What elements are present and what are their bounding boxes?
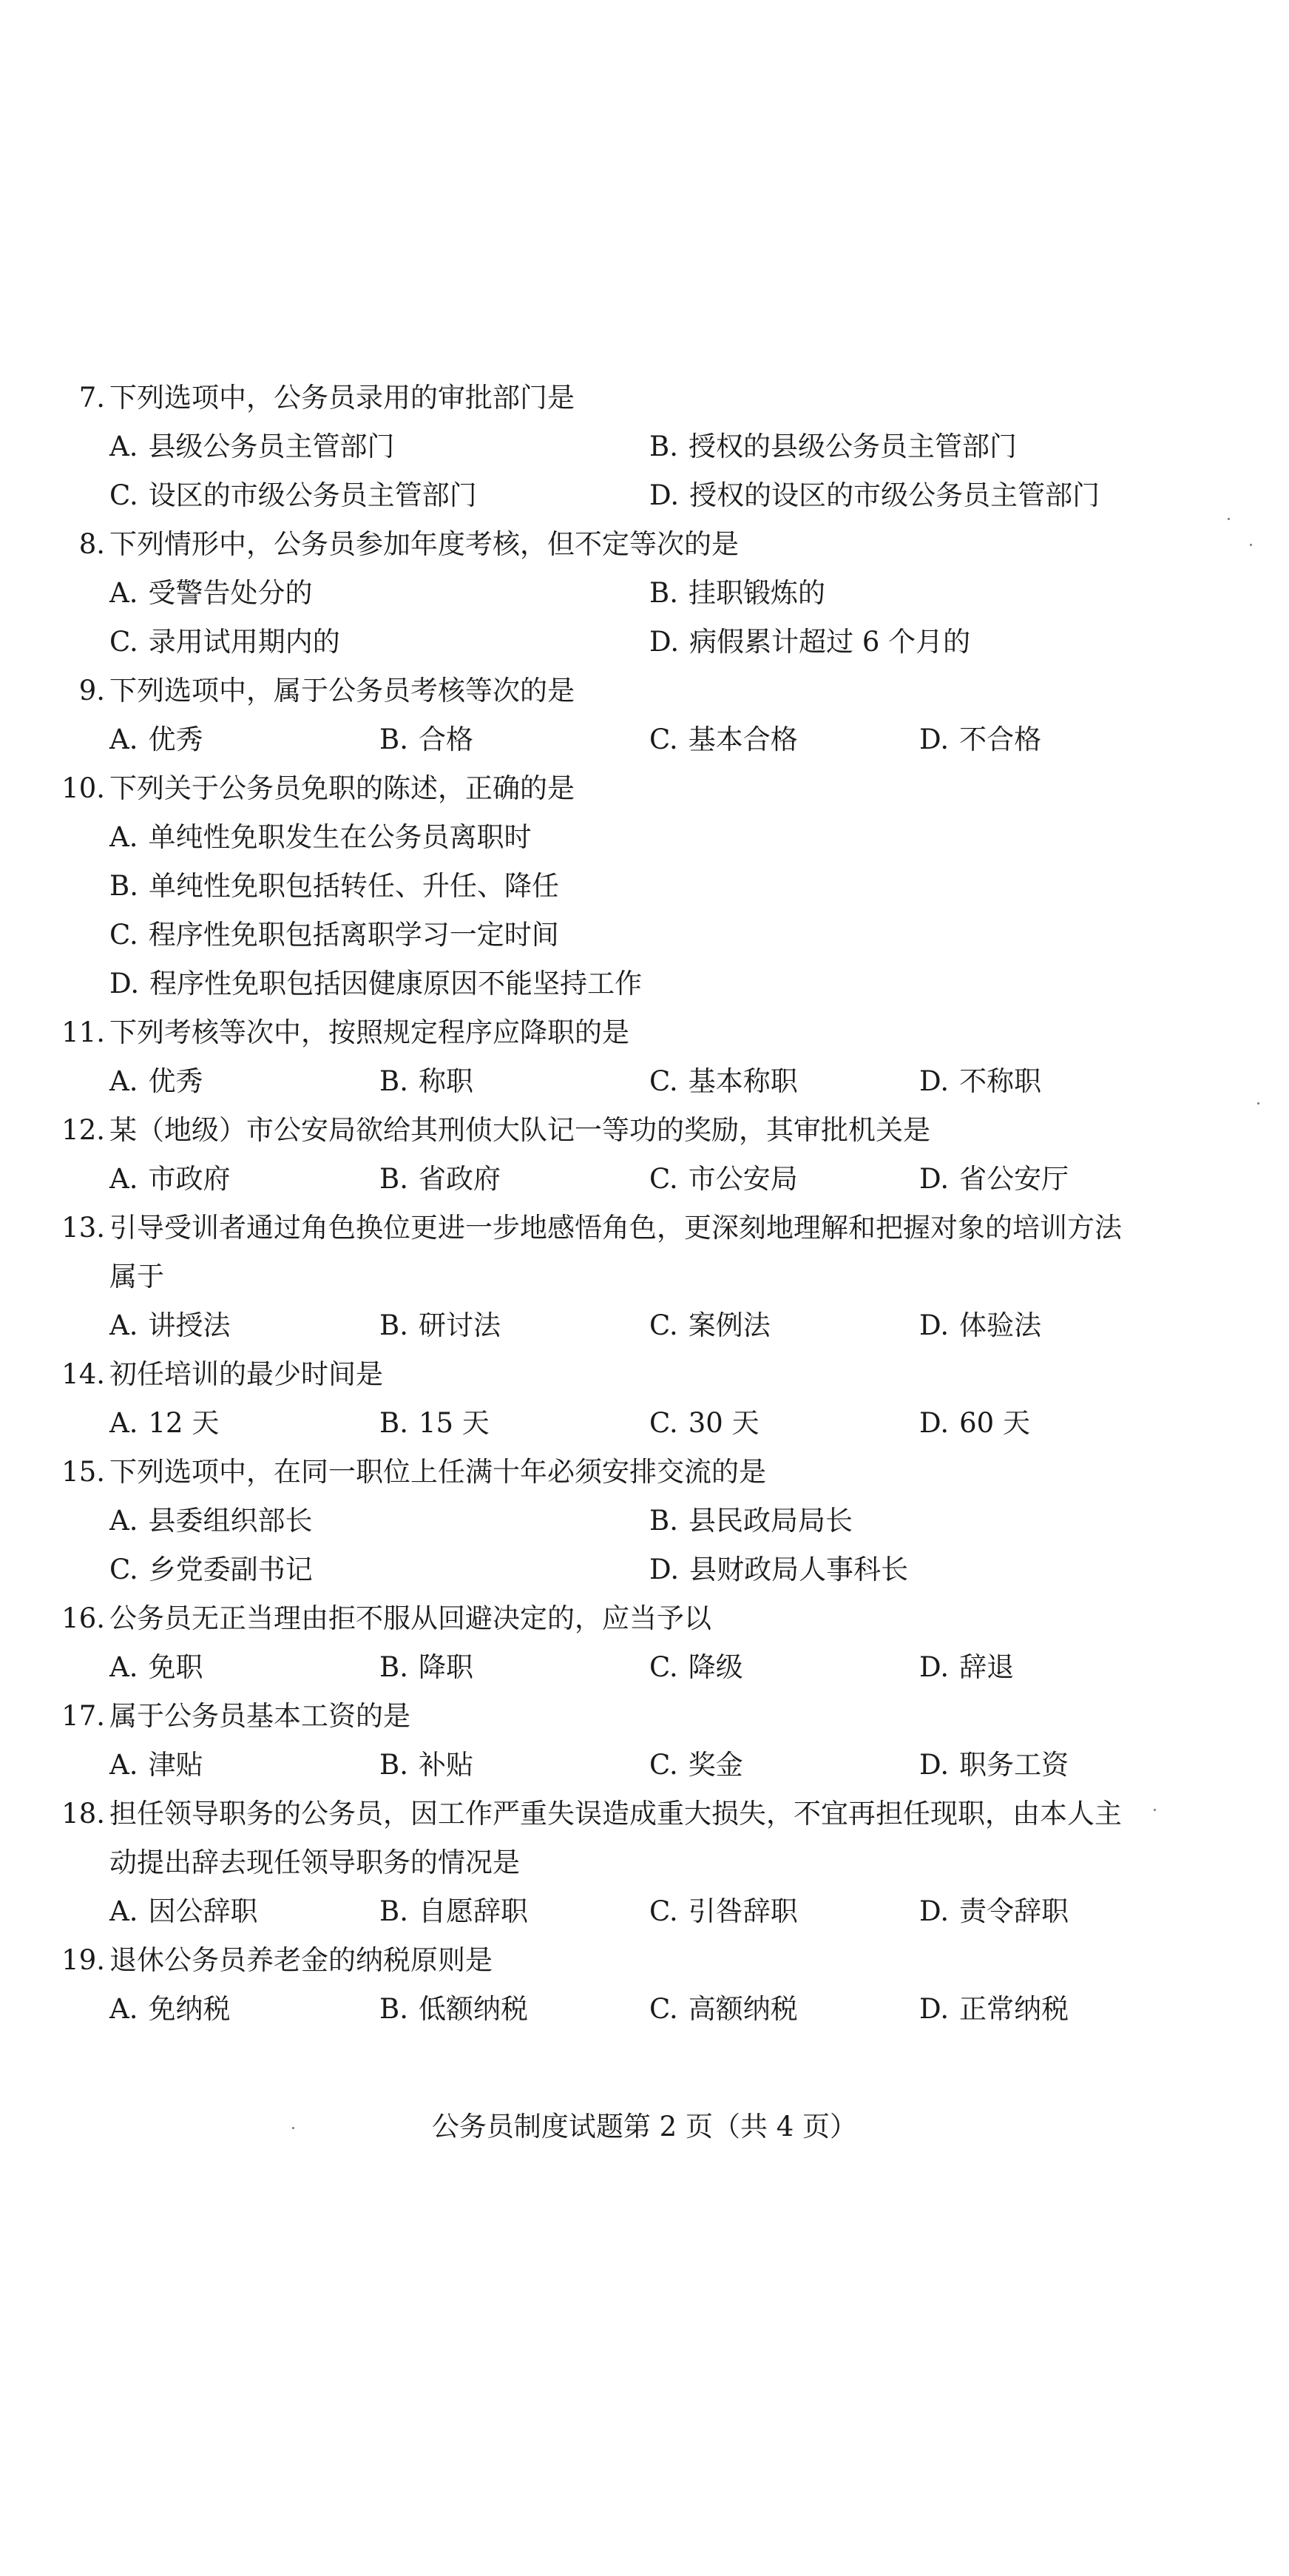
page-footer: 公务员制度试题第 2 页（共 4 页） bbox=[431, 2111, 858, 2142]
option-text: 奖金 bbox=[688, 1749, 743, 1781]
question-number: 17. bbox=[61, 1700, 105, 1732]
option-text: 市公安局 bbox=[688, 1163, 798, 1195]
option-a bbox=[109, 1497, 649, 1545]
option-letter: A. bbox=[109, 1407, 138, 1439]
option-list bbox=[52, 1155, 1235, 1204]
option-list bbox=[52, 1643, 1235, 1692]
option-list bbox=[52, 1399, 1235, 1448]
option-letter: C. bbox=[109, 919, 138, 951]
option-letter: D. bbox=[919, 1895, 950, 1927]
option-text: 病假累计超过 6 个月的 bbox=[689, 626, 971, 658]
option-c bbox=[109, 471, 649, 520]
option-text: 补贴 bbox=[418, 1749, 473, 1781]
option-letter: B. bbox=[379, 1895, 408, 1927]
question-15 bbox=[52, 1448, 1235, 1594]
question-text: 引导受训者通过角色换位更进一步地感悟角色，更深刻地理解和把握对象的培训方法 bbox=[109, 1212, 1122, 1244]
option-b bbox=[379, 1301, 649, 1350]
question-7 bbox=[52, 374, 1235, 520]
question-stem bbox=[52, 1350, 1235, 1399]
option-letter: B. bbox=[379, 1407, 408, 1439]
option-letter: B. bbox=[649, 431, 678, 462]
option-d bbox=[649, 1545, 1189, 1594]
option-text: 体验法 bbox=[959, 1309, 1042, 1341]
option-c bbox=[649, 1399, 919, 1448]
option-text: 单纯性免职发生在公务员离职时 bbox=[148, 821, 532, 853]
option-letter: D. bbox=[919, 1993, 950, 2025]
option-a bbox=[109, 715, 379, 764]
question-9 bbox=[52, 667, 1235, 764]
option-letter: C. bbox=[109, 626, 138, 658]
option-letter: B. bbox=[379, 1309, 408, 1341]
option-text: 县民政局局长 bbox=[688, 1505, 853, 1537]
option-text: 单纯性免职包括转任、升任、降任 bbox=[148, 870, 559, 902]
question-18 bbox=[52, 1790, 1235, 1936]
question-8 bbox=[52, 520, 1235, 667]
option-letter: A. bbox=[109, 1651, 138, 1683]
option-b bbox=[379, 1399, 649, 1448]
option-letter: A. bbox=[109, 724, 138, 755]
option-b bbox=[379, 1057, 649, 1106]
option-text: 受警告处分的 bbox=[148, 577, 313, 609]
option-d bbox=[919, 1155, 1189, 1204]
option-letter: C. bbox=[109, 479, 138, 511]
option-letter: D. bbox=[649, 479, 680, 511]
option-d bbox=[919, 1301, 1189, 1350]
option-letter: B. bbox=[379, 1651, 408, 1683]
option-letter: C. bbox=[649, 1993, 678, 2025]
question-text-continued: 属于 bbox=[109, 1261, 164, 1292]
question-list bbox=[52, 374, 1235, 2034]
option-a bbox=[109, 1301, 379, 1350]
option-list bbox=[52, 1301, 1235, 1350]
option-text: 30 天 bbox=[688, 1407, 759, 1439]
option-a bbox=[109, 569, 649, 618]
option-letter: B. bbox=[379, 1065, 408, 1097]
question-text: 下列选项中，属于公务员考核等次的是 bbox=[109, 675, 575, 707]
option-letter: D. bbox=[109, 968, 140, 999]
option-c bbox=[649, 1887, 919, 1936]
option-text: 15 天 bbox=[418, 1407, 490, 1439]
question-number: 16. bbox=[61, 1602, 105, 1634]
question-text: 下列考核等次中，按照规定程序应降职的是 bbox=[109, 1016, 629, 1048]
option-letter: A. bbox=[109, 1993, 138, 2025]
question-12 bbox=[52, 1106, 1235, 1204]
question-number: 12. bbox=[61, 1114, 105, 1146]
option-text: 12 天 bbox=[148, 1407, 220, 1439]
option-letter: D. bbox=[649, 1554, 680, 1585]
option-c bbox=[649, 1741, 919, 1790]
question-stem bbox=[52, 1936, 1235, 1985]
option-b bbox=[379, 1741, 649, 1790]
option-d bbox=[649, 618, 1189, 667]
option-letter: C. bbox=[649, 1749, 678, 1781]
option-b bbox=[379, 715, 649, 764]
option-a bbox=[109, 1741, 379, 1790]
option-letter: B. bbox=[649, 577, 678, 609]
option-text: 正常纳税 bbox=[959, 1993, 1069, 2025]
option-b bbox=[379, 1887, 649, 1936]
option-letter: B. bbox=[379, 724, 408, 755]
option-letter: A. bbox=[109, 577, 138, 609]
option-letter: C. bbox=[649, 1309, 678, 1341]
question-text: 下列选项中，在同一职位上任满十年必须安排交流的是 bbox=[109, 1456, 766, 1488]
question-text-continued: 动提出辞去现任领导职务的情况是 bbox=[109, 1847, 520, 1878]
option-letter: C. bbox=[649, 724, 678, 755]
question-number: 18. bbox=[61, 1798, 105, 1830]
option-text: 称职 bbox=[418, 1065, 473, 1097]
option-list bbox=[52, 1985, 1235, 2034]
option-letter: A. bbox=[109, 431, 138, 462]
option-a bbox=[109, 1887, 379, 1936]
option-a bbox=[109, 813, 1189, 862]
question-stem bbox=[52, 1008, 1235, 1057]
option-text: 自愿辞职 bbox=[418, 1895, 528, 1927]
question-text: 担任领导职务的公务员，因工作严重失误造成重大损失，不宜再担任现职，由本人主 bbox=[109, 1798, 1122, 1830]
option-letter: A. bbox=[109, 821, 138, 853]
option-b bbox=[379, 1985, 649, 2034]
option-text: 录用试用期内的 bbox=[148, 626, 340, 658]
question-stem bbox=[52, 1106, 1235, 1155]
option-a bbox=[109, 422, 649, 471]
option-letter: A. bbox=[109, 1309, 138, 1341]
option-text: 省政府 bbox=[418, 1163, 501, 1195]
option-letter: C. bbox=[649, 1065, 678, 1097]
question-number: 9. bbox=[78, 675, 105, 707]
question-16 bbox=[52, 1594, 1235, 1692]
option-d bbox=[109, 960, 1189, 1008]
option-d bbox=[919, 1741, 1189, 1790]
question-number: 8. bbox=[78, 528, 105, 560]
question-text: 公务员无正当理由拒不服从回避决定的，应当予以 bbox=[109, 1602, 711, 1634]
option-c bbox=[109, 1545, 649, 1594]
option-b bbox=[379, 1155, 649, 1204]
option-text: 市政府 bbox=[148, 1163, 231, 1195]
question-text: 退休公务员养老金的纳税原则是 bbox=[109, 1944, 493, 1976]
question-stem bbox=[52, 1790, 1235, 1838]
option-text: 设区的市级公务员主管部门 bbox=[148, 479, 477, 511]
option-list bbox=[52, 1497, 1235, 1594]
question-number: 15. bbox=[61, 1456, 105, 1488]
option-letter: C. bbox=[649, 1651, 678, 1683]
option-c bbox=[649, 1301, 919, 1350]
option-c bbox=[649, 1057, 919, 1106]
option-d bbox=[919, 1399, 1189, 1448]
option-text: 基本合格 bbox=[688, 724, 798, 755]
option-letter: A. bbox=[109, 1895, 138, 1927]
question-11 bbox=[52, 1008, 1235, 1106]
question-number: 19. bbox=[61, 1944, 105, 1976]
option-a bbox=[109, 1399, 379, 1448]
option-b bbox=[649, 569, 1189, 618]
option-b bbox=[649, 1497, 1189, 1545]
option-text: 县财政局人事科长 bbox=[689, 1554, 909, 1585]
option-b bbox=[379, 1643, 649, 1692]
option-letter: B. bbox=[649, 1505, 678, 1537]
question-text: 下列情形中，公务员参加年度考核，但不定等次的是 bbox=[109, 528, 739, 560]
question-text: 下列关于公务员免职的陈述，正确的是 bbox=[109, 772, 575, 804]
question-19 bbox=[52, 1936, 1235, 2034]
question-number: 13. bbox=[61, 1212, 105, 1244]
option-list bbox=[52, 422, 1235, 520]
option-text: 降职 bbox=[418, 1651, 473, 1683]
option-c bbox=[649, 715, 919, 764]
question-13 bbox=[52, 1204, 1235, 1350]
option-letter: C. bbox=[649, 1163, 678, 1195]
option-list bbox=[52, 569, 1235, 667]
option-text: 因公辞职 bbox=[148, 1895, 258, 1927]
question-text: 某（地级）市公安局欲给其刑侦大队记一等功的奖励，其审批机关是 bbox=[109, 1114, 930, 1146]
option-list bbox=[52, 813, 1235, 1008]
question-number: 14. bbox=[61, 1358, 105, 1390]
option-text: 免纳税 bbox=[148, 1993, 231, 2025]
option-letter: B. bbox=[109, 870, 138, 902]
option-letter: D. bbox=[919, 1309, 950, 1341]
option-letter: D. bbox=[919, 724, 950, 755]
option-letter: D. bbox=[919, 1749, 950, 1781]
option-letter: D. bbox=[919, 1163, 950, 1195]
option-d bbox=[919, 1643, 1189, 1692]
option-d bbox=[919, 1887, 1189, 1936]
option-text: 省公安厅 bbox=[959, 1163, 1069, 1195]
question-stem bbox=[52, 1692, 1235, 1741]
option-text: 程序性免职包括离职学习一定时间 bbox=[148, 919, 559, 951]
question-text: 属于公务员基本工资的是 bbox=[109, 1700, 410, 1732]
option-text: 优秀 bbox=[148, 1065, 203, 1097]
scan-speck bbox=[1250, 544, 1252, 546]
question-number: 10. bbox=[61, 772, 105, 804]
option-text: 讲授法 bbox=[148, 1309, 231, 1341]
option-c bbox=[649, 1155, 919, 1204]
option-text: 责令辞职 bbox=[959, 1895, 1069, 1927]
option-d bbox=[919, 1057, 1189, 1106]
option-d bbox=[649, 471, 1189, 520]
option-letter: D. bbox=[649, 626, 680, 658]
option-letter: B. bbox=[379, 1163, 408, 1195]
scan-speck bbox=[1228, 518, 1230, 520]
option-letter: A. bbox=[109, 1163, 138, 1195]
question-10 bbox=[52, 764, 1235, 1008]
option-text: 研讨法 bbox=[418, 1309, 501, 1341]
option-text: 不合格 bbox=[959, 724, 1042, 755]
option-text: 合格 bbox=[418, 724, 473, 755]
option-text: 程序性免职包括因健康原因不能坚持工作 bbox=[149, 968, 643, 999]
option-letter: A. bbox=[109, 1749, 138, 1781]
option-text: 优秀 bbox=[148, 724, 203, 755]
scan-speck bbox=[1257, 1102, 1259, 1105]
option-a bbox=[109, 1155, 379, 1204]
option-text: 案例法 bbox=[688, 1309, 771, 1341]
option-letter: D. bbox=[919, 1065, 950, 1097]
option-list bbox=[52, 1741, 1235, 1790]
question-stem bbox=[52, 1594, 1235, 1643]
option-b bbox=[649, 422, 1189, 471]
option-d bbox=[919, 1985, 1189, 2034]
option-c bbox=[109, 911, 1189, 960]
option-text: 引咎辞职 bbox=[688, 1895, 798, 1927]
option-text: 基本称职 bbox=[688, 1065, 798, 1097]
question-stem bbox=[52, 667, 1235, 715]
question-14 bbox=[52, 1350, 1235, 1448]
question-stem bbox=[52, 1204, 1235, 1252]
option-text: 授权的县级公务员主管部门 bbox=[688, 431, 1017, 462]
option-letter: A. bbox=[109, 1065, 138, 1097]
option-text: 津贴 bbox=[148, 1749, 203, 1781]
option-list bbox=[52, 1057, 1235, 1106]
option-text: 授权的设区的市级公务员主管部门 bbox=[689, 479, 1100, 511]
option-text: 60 天 bbox=[959, 1407, 1030, 1439]
option-letter: A. bbox=[109, 1505, 138, 1537]
question-17 bbox=[52, 1692, 1235, 1790]
option-letter: C. bbox=[109, 1554, 138, 1585]
option-text: 高额纳税 bbox=[688, 1993, 798, 2025]
option-list bbox=[52, 1887, 1235, 1936]
option-letter: B. bbox=[379, 1993, 408, 2025]
option-text: 辞退 bbox=[959, 1651, 1015, 1683]
option-text: 不称职 bbox=[959, 1065, 1042, 1097]
option-text: 县级公务员主管部门 bbox=[148, 431, 395, 462]
option-text: 低额纳税 bbox=[418, 1993, 528, 2025]
option-c bbox=[649, 1643, 919, 1692]
scan-speck bbox=[292, 2127, 294, 2129]
option-list bbox=[52, 715, 1235, 764]
option-text: 降级 bbox=[688, 1651, 743, 1683]
option-letter: B. bbox=[379, 1749, 408, 1781]
option-letter: C. bbox=[649, 1407, 678, 1439]
option-text: 县委组织部长 bbox=[148, 1505, 313, 1537]
option-text: 乡党委副书记 bbox=[148, 1554, 313, 1585]
question-stem bbox=[52, 374, 1235, 422]
option-text: 职务工资 bbox=[959, 1749, 1069, 1781]
question-number: 7. bbox=[78, 382, 105, 414]
option-text: 挂职锻炼的 bbox=[688, 577, 825, 609]
option-letter: D. bbox=[919, 1407, 950, 1439]
option-a bbox=[109, 1985, 379, 2034]
option-a bbox=[109, 1057, 379, 1106]
option-c bbox=[109, 618, 649, 667]
question-number: 11. bbox=[61, 1016, 105, 1048]
question-text: 初任培训的最少时间是 bbox=[109, 1358, 383, 1390]
scan-speck bbox=[1154, 1809, 1156, 1811]
option-a bbox=[109, 1643, 379, 1692]
question-stem bbox=[52, 764, 1235, 813]
question-stem bbox=[52, 1448, 1235, 1497]
option-letter: C. bbox=[649, 1895, 678, 1927]
question-text: 下列选项中，公务员录用的审批部门是 bbox=[109, 382, 575, 414]
option-c bbox=[649, 1985, 919, 2034]
option-b bbox=[109, 862, 1189, 911]
question-stem bbox=[52, 520, 1235, 569]
option-d bbox=[919, 715, 1189, 764]
option-letter: D. bbox=[919, 1651, 950, 1683]
option-text: 免职 bbox=[148, 1651, 203, 1683]
